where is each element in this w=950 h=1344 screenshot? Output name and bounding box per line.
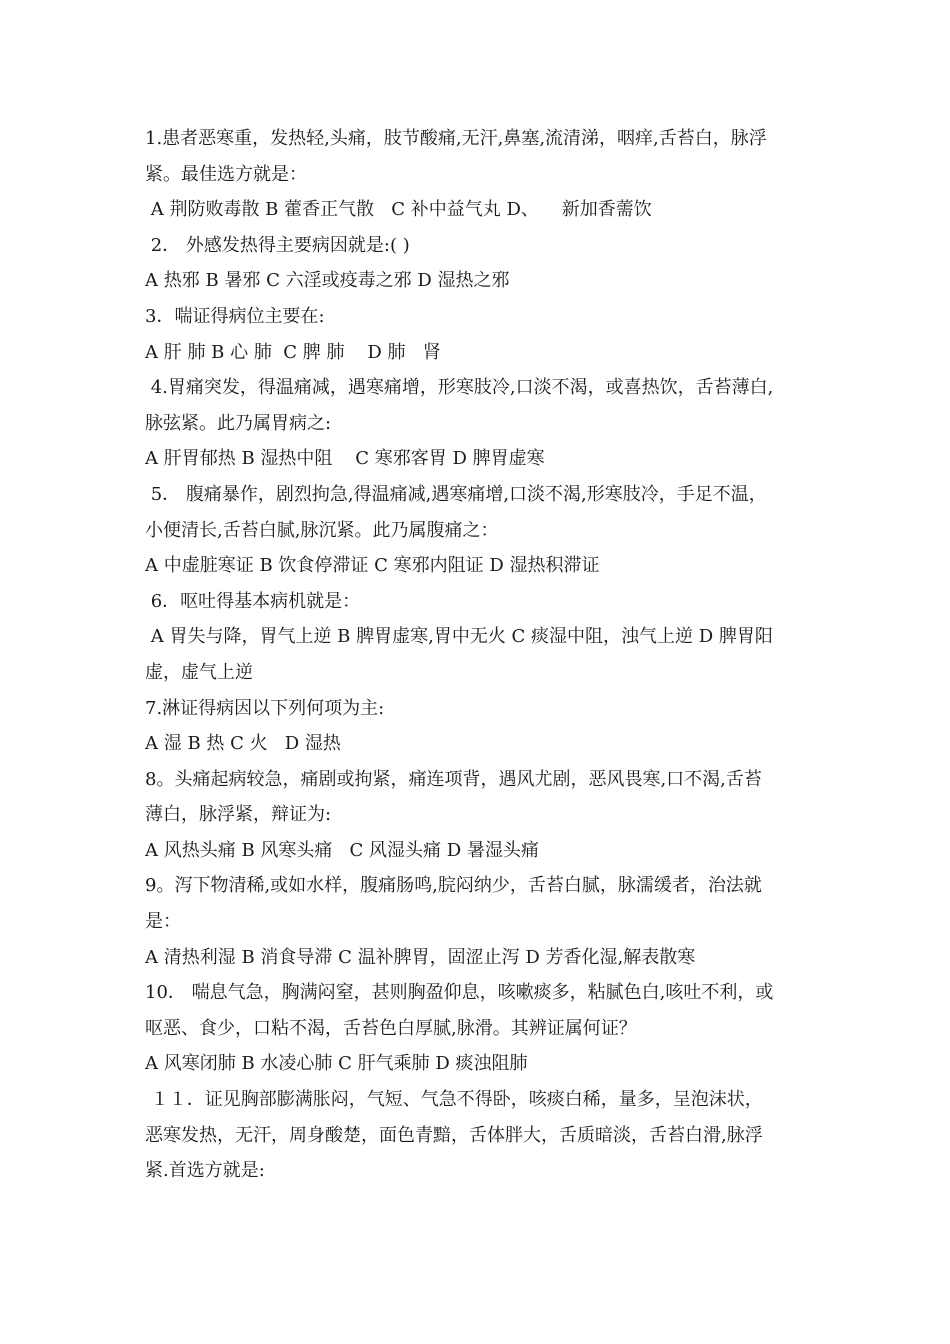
question-9-line-2: 是： bbox=[145, 911, 181, 933]
question-6-options-line-1: A 胃失与降，胃气上逆 B 脾胃虚寒,胃中无火 C 痰湿中阻，浊气上逆 D 脾胃阳 bbox=[145, 626, 773, 648]
question-1-line-2: 紧。最佳选方就是： bbox=[145, 163, 307, 185]
question-3-text: 3．喘证得病位主要在: bbox=[145, 305, 325, 327]
question-11-line-2: 恶寒发热，无汗，周身酸楚，面色青黯，舌体胖大，舌质暗淡，舌苔白滑,脉浮 bbox=[145, 1124, 763, 1146]
question-10-line-2: 呕恶、食少，口粘不渴，舌苔色白厚腻,脉滑。其辨证属何证？ bbox=[145, 1017, 637, 1039]
question-11-line-3: 紧.首选方就是: bbox=[145, 1160, 265, 1182]
question-4-line-2: 脉弦紧。此乃属胃病之: bbox=[145, 412, 332, 434]
question-10-line-1: 10． 喘息气急，胸满闷窒，甚则胸盈仰息，咳嗽痰多，粘腻色白,咳吐不利，或 bbox=[145, 982, 774, 1004]
question-5-line-1: 5． 腹痛暴作，剧烈拘急,得温痛减,遇寒痛增,口淡不渴,形寒肢冷，手足不温， bbox=[145, 483, 767, 505]
question-8-line-1: 8。头痛起病较急，痛剧或拘紧，痛连项背，遇风尤剧，恶风畏寒,口不渴,舌苔 bbox=[145, 768, 762, 790]
question-7-options: A 湿 B 热 C 火 D 湿热 bbox=[145, 733, 341, 755]
question-3-options: A 肝 肺 B 心 肺 C 脾 肺 D 肺 肾 bbox=[145, 341, 441, 363]
question-4-options: A 肝胃郁热 B 湿热中阻 C 寒邪客胃 D 脾胃虚寒 bbox=[145, 448, 545, 470]
question-4-line-1: 4.胃痛突发，得温痛减，遇寒痛增，形寒肢冷,口淡不渴，或喜热饮，舌苔薄白, bbox=[145, 377, 774, 399]
question-2-options: A 热邪 B 暑邪 C 六淫或疫毒之邪 D 湿热之邪 bbox=[145, 270, 510, 292]
question-9-options: A 清热利湿 B 消食导滞 C 温补脾胃，固涩止泻 D 芳香化湿,解表散寒 bbox=[145, 946, 696, 968]
question-2-text: 2． 外感发热得主要病因就是:( ) bbox=[145, 234, 410, 256]
question-10-options: A 风寒闭肺 B 水凌心肺 C 肝气乘肺 D 痰浊阻肺 bbox=[145, 1053, 528, 1075]
question-5-options: A 中虚脏寒证 B 饮食停滞证 C 寒邪内阻证 D 湿热积滞证 bbox=[145, 555, 600, 577]
question-11-line-1: １１．证见胸部膨满胀闷，气短、气急不得卧，咳痰白稀，量多，呈泡沫状， bbox=[145, 1089, 763, 1111]
question-6-options-line-2: 虚，虚气上逆 bbox=[145, 661, 253, 683]
question-8-line-2: 薄白，脉浮紧，辩证为: bbox=[145, 804, 332, 826]
question-7-text: 7.淋证得病因以下列何项为主: bbox=[145, 697, 385, 719]
question-6-text: 6．呕吐得基本病机就是： bbox=[145, 590, 361, 612]
question-1-line-1: 1.患者恶寒重，发热轻,头痛，肢节酸痛,无汗,鼻塞,流清涕，咽痒,舌苔白，脉浮 bbox=[145, 128, 767, 149]
question-8-options: A 风热头痛 B 风寒头痛 C 风湿头痛 D 暑湿头痛 bbox=[145, 839, 539, 861]
question-9-line-1: 9。泻下物清稀,或如水样，腹痛肠鸣,脘闷纳少，舌苔白腻，脉濡缓者，治法就 bbox=[145, 875, 762, 897]
question-1-options: A 荆防败毒散 B 藿香正气散 C 补中益气丸 D、 新加香薷饮 bbox=[145, 199, 652, 221]
question-5-line-2: 小便清长,舌苔白腻,脉沉紧。此乃属腹痛之： bbox=[145, 519, 499, 541]
